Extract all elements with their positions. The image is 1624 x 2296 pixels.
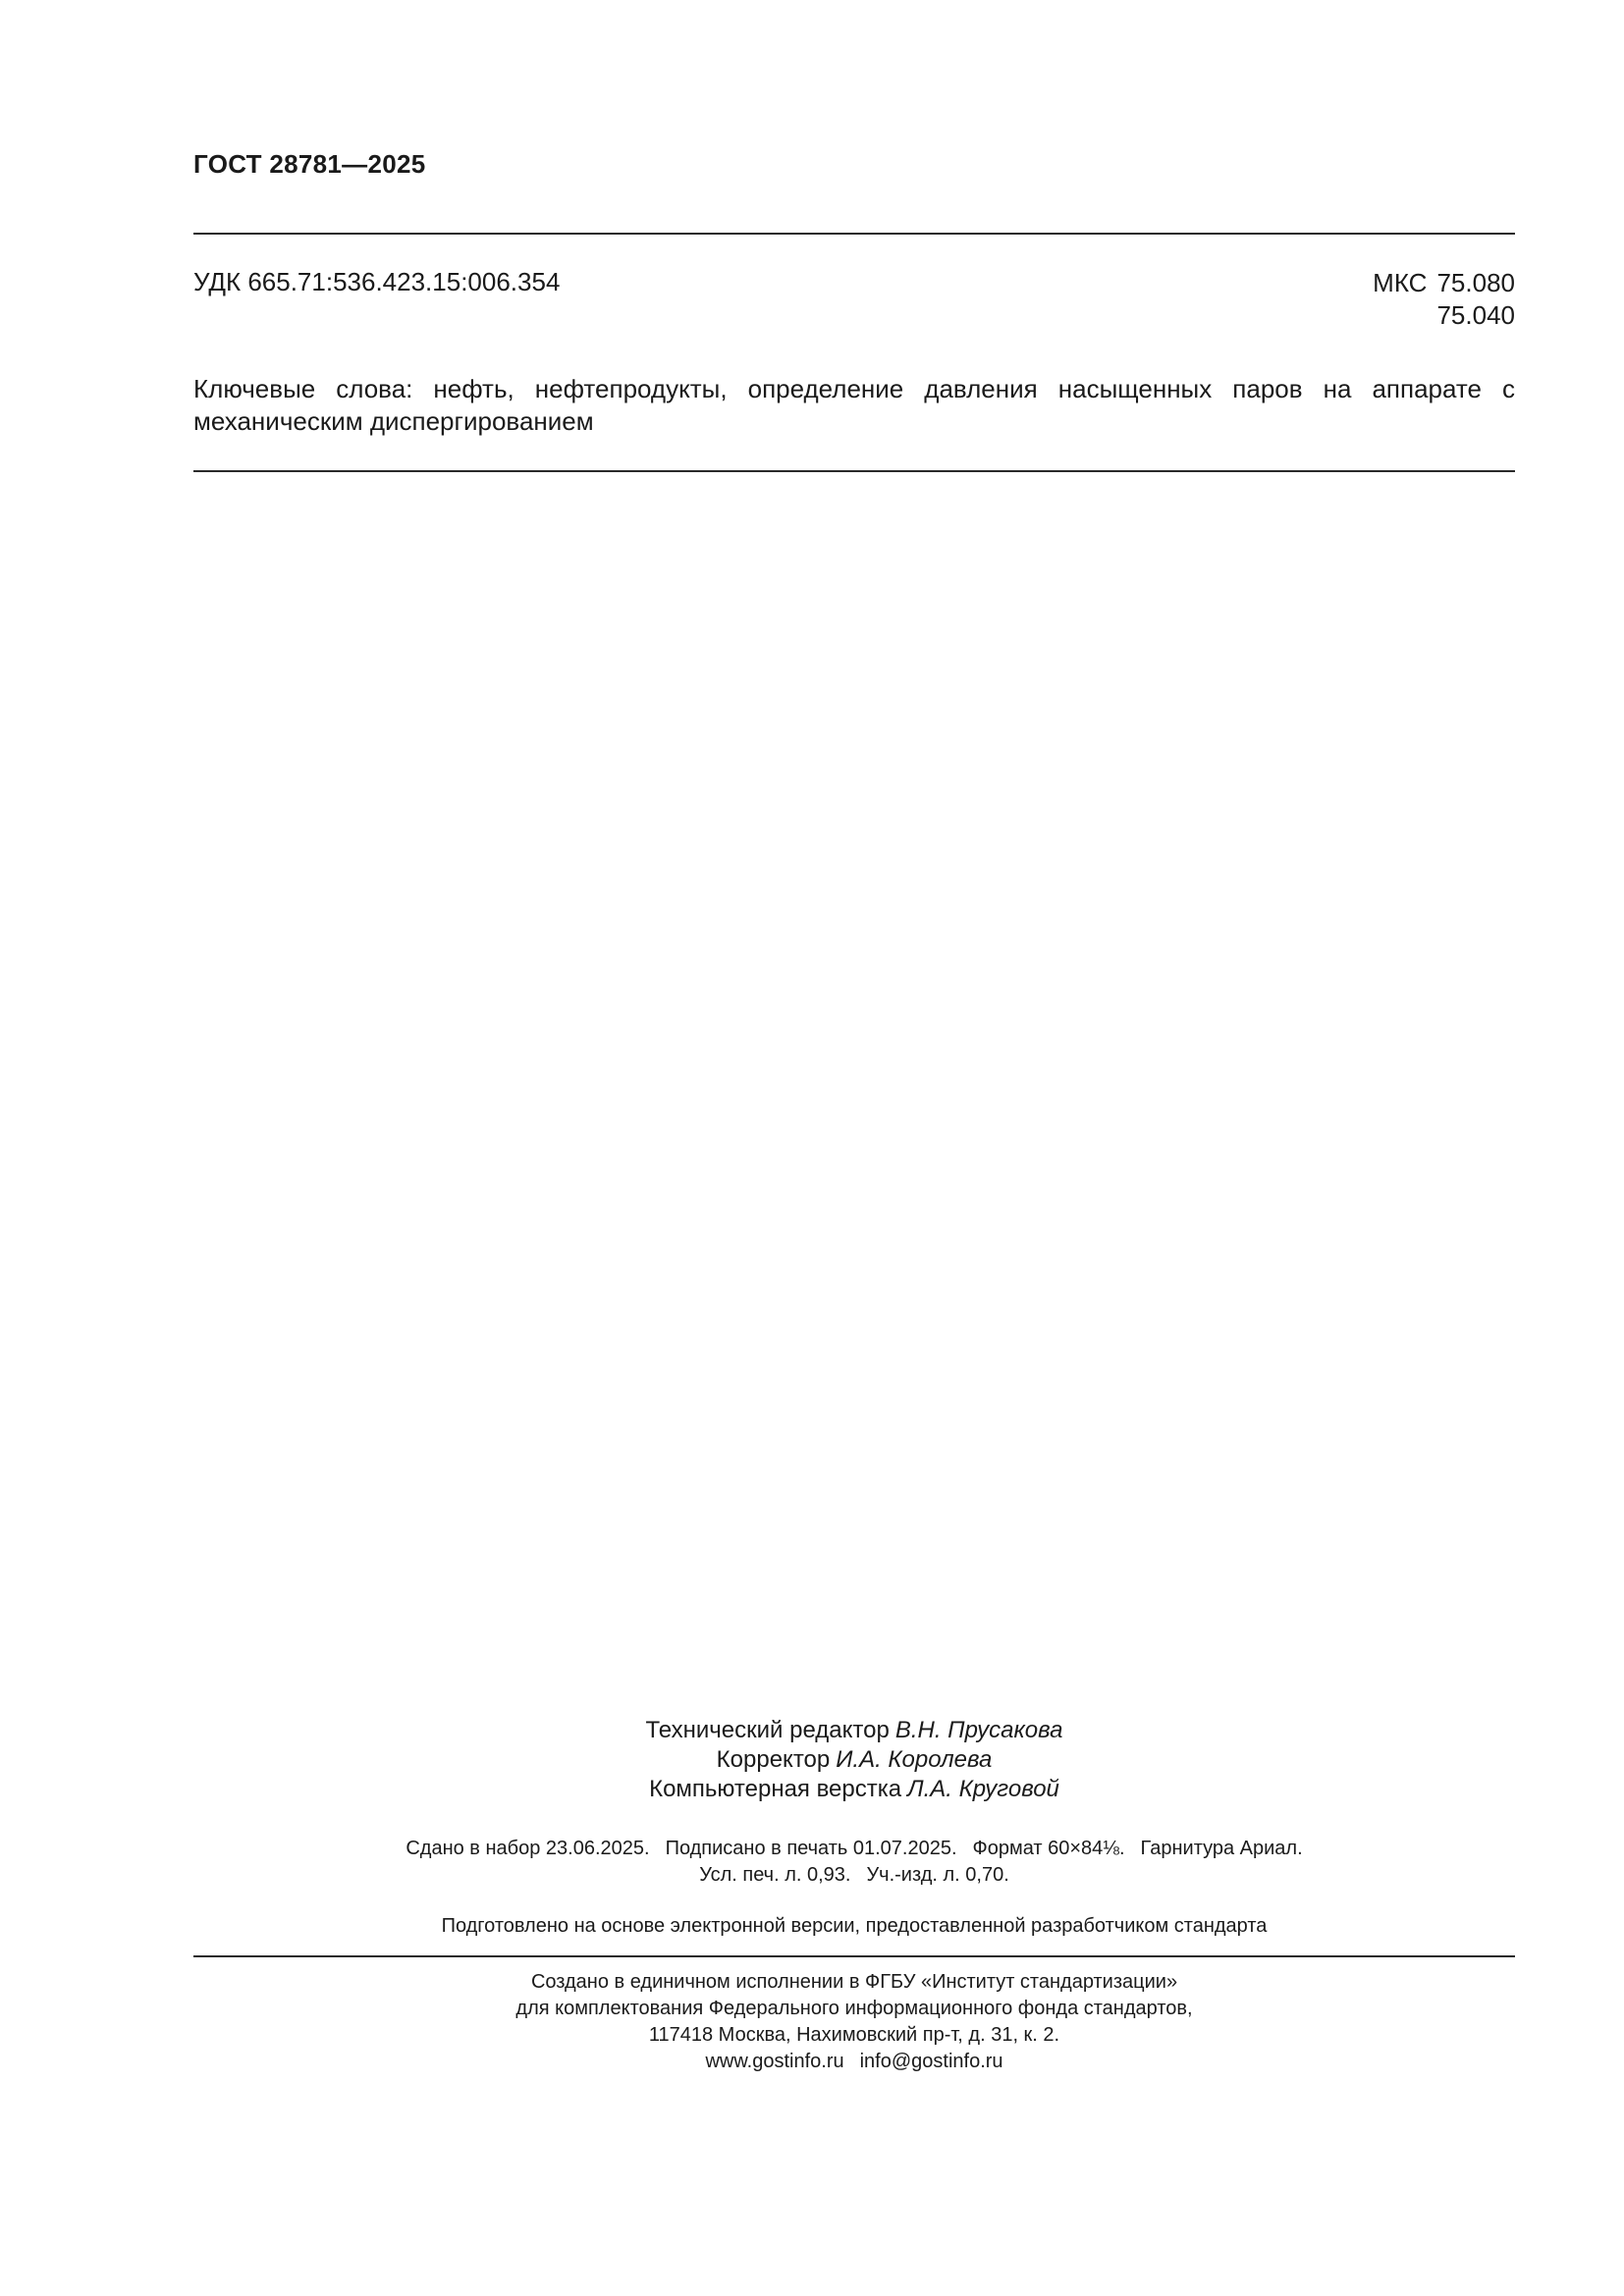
mks-row-1: [1373, 267, 1515, 299]
print-info-block: [193, 1836, 1515, 1889]
top-divider: [193, 233, 1515, 235]
mks-codes: [1373, 267, 1515, 332]
website-link[interactable]: www.gostinfo.ru: [705, 2051, 844, 2072]
publisher-block: [193, 1969, 1515, 2075]
email-link[interactable]: info@gostinfo.ru: [859, 2051, 1003, 2072]
print-info-line-1: [193, 1836, 1515, 1862]
credits-block: [193, 1716, 1515, 1804]
keywords-paragraph: Ключевые слова: нефть, нефтепродукты, определение давления насыщенных паров на аппарате с механическим диспергированием: [193, 374, 1515, 436]
publisher-sheets: Уч.-изд. л. 0,70.: [866, 1864, 1009, 1886]
mks-code-1: 75.080: [1436, 268, 1515, 297]
credit-name: И.А. Королева: [836, 1746, 993, 1773]
publisher-contacts: [193, 2049, 1515, 2075]
mks-row-2: [1373, 299, 1515, 332]
credit-name: Л.А. Круговой: [907, 1776, 1059, 1802]
document-id: ГОСТ 28781—2025: [193, 149, 426, 179]
credit-proofreader: [193, 1745, 1515, 1775]
credit-technical-editor: [193, 1716, 1515, 1745]
prepared-note: Подготовлено на основе электронной версии, предоставленной разработчиком стандарта: [441, 1915, 1268, 1937]
paper-format: Формат 60×84⅛.: [972, 1838, 1125, 1859]
credit-role: Компьютерная верстка: [649, 1776, 902, 1802]
publisher-line-3: 117418 Москва, Нахимовский пр-т, д. 31, к. 2.: [648, 2024, 1060, 2046]
publisher-line-2: для комплектования Федерального информационного фонда стандартов,: [515, 1998, 1193, 2019]
printed-sheets: Усл. печ. л. 0,93.: [699, 1864, 851, 1886]
credit-role: Технический редактор: [645, 1717, 890, 1743]
mks-code-2: 75.040: [1436, 300, 1515, 330]
print-signed-date: Подписано в печать 01.07.2025.: [665, 1838, 957, 1859]
typeface: Гарнитура Ариал.: [1140, 1838, 1303, 1859]
typesetting-date: Сдано в набор 23.06.2025.: [406, 1838, 650, 1859]
middle-divider: [193, 470, 1515, 472]
credit-name: В.Н. Прусакова: [894, 1717, 1063, 1743]
print-info-line-2: [193, 1862, 1515, 1889]
udk-code: УДК 665.71:536.423.15:006.354: [193, 267, 561, 296]
credit-layout: [193, 1775, 1515, 1804]
mks-label: МКС: [1373, 268, 1428, 297]
bottom-divider: [193, 1955, 1515, 1957]
credit-role: Корректор: [716, 1746, 831, 1773]
publisher-line-1: Создано в единичном исполнении в ФГБУ «Институт стандартизации»: [530, 1971, 1178, 1993]
